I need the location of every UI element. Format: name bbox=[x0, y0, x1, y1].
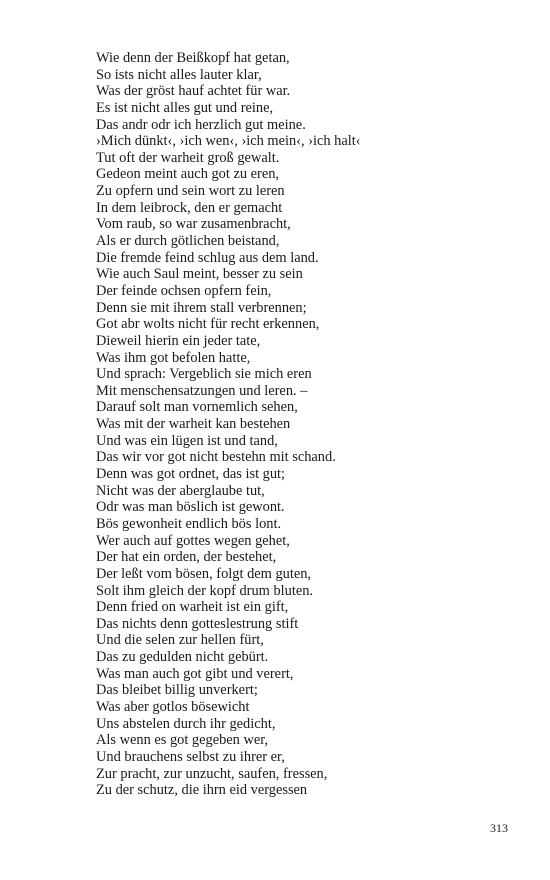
poem-line: Got abr wolts nicht für recht erkennen, bbox=[96, 316, 320, 333]
poem-line: Vom raub, so war zusamenbracht, bbox=[96, 216, 291, 233]
poem-line: Denn was got ordnet, das ist gut; bbox=[96, 466, 286, 483]
poem-line: In dem leibrock, den er gemacht bbox=[96, 199, 283, 216]
poem-text bbox=[96, 50, 496, 799]
poem-line: Der feinde ochsen opfern fein, bbox=[96, 282, 272, 299]
poem-line: Solt ihm gleich der kopf drum bluten. bbox=[96, 582, 314, 599]
poem-line: Das zu gedulden nicht gebürt. bbox=[96, 649, 269, 666]
poem-line: Bös gewonheit endlich bös lont. bbox=[96, 515, 282, 532]
poem-line: Was der gröst hauf achtet für war. bbox=[96, 83, 291, 100]
poem-line: Uns abstelen durch ihr gedicht, bbox=[96, 715, 276, 732]
poem-line: Der leßt vom bösen, folgt dem guten, bbox=[96, 565, 312, 582]
poem-line: Und brauchens selbst zu ihrer er, bbox=[96, 748, 285, 765]
poem-line: Das nichts denn gotteslestrung stift bbox=[96, 615, 299, 632]
poem-line: Mit menschensatzungen und leren. – bbox=[96, 382, 308, 399]
poem-line: Darauf solt man vornemlich sehen, bbox=[96, 399, 298, 416]
poem-line: Odr was man böslich ist gewont. bbox=[96, 499, 285, 516]
poem-line: Tut oft der warheit groß gewalt. bbox=[96, 149, 280, 166]
poem-line: Wie auch Saul meint, besser zu sein bbox=[96, 266, 303, 283]
poem-line: Zu opfern und sein wort zu leren bbox=[96, 183, 285, 200]
poem-line: Zur pracht, zur unzucht, saufen, fressen, bbox=[96, 765, 328, 782]
poem-line: Dieweil hierin ein jeder tate, bbox=[96, 332, 261, 349]
poem-line: ›Mich dünkt‹, ›ich wen‹, ›ich mein‹, ›ich halt‹ bbox=[96, 133, 361, 150]
poem-line: Denn sie mit ihrem stall verbrennen; bbox=[96, 299, 307, 316]
poem-line: Und sprach: Vergeblich sie mich eren bbox=[96, 366, 312, 383]
page-number: 313 bbox=[490, 821, 508, 835]
poem-line: Was man auch got gibt und verert, bbox=[96, 665, 294, 682]
poem-line: Das wir vor got nicht bestehn mit schand. bbox=[96, 449, 336, 466]
poem-line: Es ist nicht alles gut und reine, bbox=[96, 99, 274, 116]
poem-line: Wer auch auf gottes wegen gehet, bbox=[96, 532, 290, 549]
poem-line: Was mit der warheit kan bestehen bbox=[96, 416, 291, 433]
poem-line: Zu der schutz, die ihrn eid vergessen bbox=[96, 782, 308, 799]
poem-line: Und die selen zur hellen fürt, bbox=[96, 632, 264, 649]
poem-line: Als er durch götlichen beistand, bbox=[96, 233, 280, 250]
poem-line: Und was ein lügen ist und tand, bbox=[96, 432, 278, 449]
poem-line: So ists nicht alles lauter klar, bbox=[96, 66, 262, 83]
poem-line: Der hat ein orden, der bestehet, bbox=[96, 549, 277, 566]
poem-line: Nicht was der aberglaube tut, bbox=[96, 482, 265, 499]
poem-line: Die fremde feind schlug aus dem land. bbox=[96, 249, 319, 266]
poem-line: Denn fried on warheit ist ein gift, bbox=[96, 599, 289, 616]
poem-line: Wie denn der Beißkopf hat getan, bbox=[96, 50, 290, 66]
poem-line: Das bleibet billig unverkert; bbox=[96, 682, 258, 699]
poem-line: Was ihm got befolen hatte, bbox=[96, 349, 251, 366]
poem-line: Was aber gotlos bösewicht bbox=[96, 698, 250, 715]
poem-line: Als wenn es got gegeben wer, bbox=[96, 732, 269, 749]
poem-line: Gedeon meint auch got zu eren, bbox=[96, 166, 280, 183]
poem-line: Das andr odr ich herzlich gut meine. bbox=[96, 116, 306, 133]
